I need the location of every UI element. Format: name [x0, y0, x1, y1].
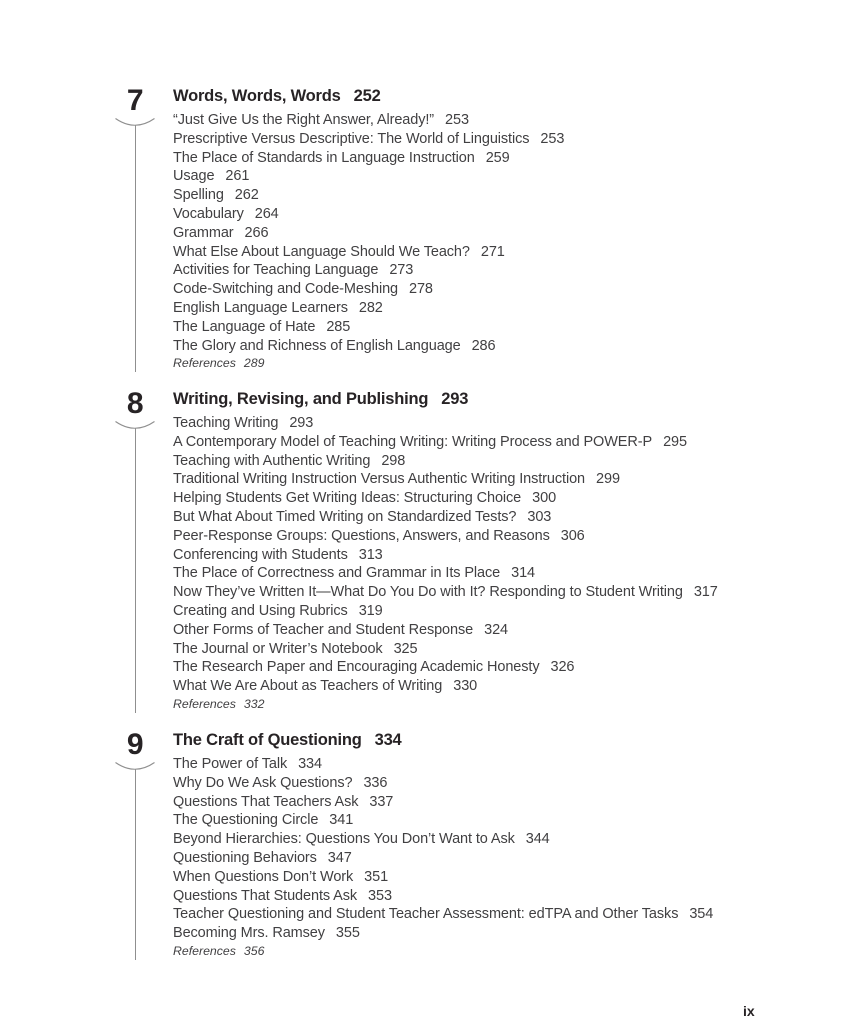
toc-entry: [173, 793, 772, 812]
entry-label: Usage: [173, 168, 215, 185]
toc-entry: [173, 830, 772, 849]
entry-label: Teaching with Authentic Writing: [173, 452, 371, 469]
toc-entry: [173, 224, 772, 243]
toc-entry: [173, 868, 772, 887]
entry-label: Prescriptive Versus Descriptive: The World of Linguistics: [173, 130, 530, 147]
entry-page-number: 334: [298, 756, 322, 772]
entry-page-number: 285: [326, 318, 351, 335]
entry-label: The Journal or Writer’s Notebook: [173, 640, 383, 657]
entry-label: “Just Give Us the Right Answer, Already!”: [173, 112, 435, 128]
entry-page-number: 273: [389, 262, 414, 279]
chapter-number: 9: [126, 728, 144, 761]
chapter-title: Words, Words, Words: [173, 87, 341, 105]
toc-entry: [173, 811, 772, 830]
entry-page-number: 347: [327, 849, 352, 866]
chapter-item-list: [173, 755, 772, 943]
entry-page-number: 259: [485, 149, 510, 166]
entry-label: Teaching Writing: [173, 415, 279, 431]
toc-entry: [173, 414, 772, 433]
toc-entry: [173, 280, 772, 299]
entry-label: Traditional Writing Instruction Versus Authentic Writing Instruction: [173, 471, 586, 488]
entry-label: The Place of Correctness and Grammar in Its Place: [173, 565, 501, 582]
toc-entry: [173, 621, 772, 640]
entry-label: But What About Timed Writing on Standardized Tests?: [173, 508, 517, 525]
entry-label: The Questioning Circle: [173, 812, 319, 829]
toc-entry: [173, 470, 772, 489]
toc-entry: [173, 337, 772, 356]
entry-page-number: 314: [511, 565, 536, 582]
entry-label: Other Forms of Teacher and Student Response: [173, 621, 474, 638]
entry-label: Questions That Students Ask: [173, 887, 358, 904]
references-row: [173, 355, 772, 372]
references-label: References: [173, 943, 236, 958]
entry-page-number: 261: [225, 168, 250, 185]
chapter-number: 8: [126, 387, 144, 420]
entry-label: Creating and Using Rubrics: [173, 602, 348, 619]
entry-label: Why Do We Ask Questions?: [173, 774, 353, 791]
entry-page-number: 286: [471, 337, 496, 354]
entry-page-number: 306: [560, 527, 585, 544]
toc-entry: [173, 640, 772, 659]
entry-label: The Language of Hate: [173, 318, 316, 335]
entry-page-number: 303: [527, 508, 552, 525]
toc-entry: [173, 261, 772, 280]
toc-entry: [173, 243, 772, 262]
references-page-number: 332: [243, 696, 265, 711]
toc-entry: [173, 658, 772, 677]
entry-page-number: 336: [363, 774, 388, 791]
toc-chapter: [112, 389, 772, 713]
toc-entry: [173, 433, 772, 452]
entry-label: Becoming Mrs. Ramsey: [173, 925, 325, 942]
chapter-number-column: [112, 389, 158, 713]
toc-entry: [173, 849, 772, 868]
references-label: References: [173, 356, 236, 371]
entry-label: Teacher Questioning and Student Teacher Assessment: edTPA and Other Tasks: [173, 906, 679, 923]
entry-label: The Research Paper and Encouraging Academic Honesty: [173, 659, 540, 676]
entry-page-number: 337: [369, 793, 394, 810]
chapter-page-number: 252: [353, 87, 381, 105]
entry-page-number: 278: [409, 281, 433, 298]
toc-entry: [173, 149, 772, 168]
references-row: [173, 696, 772, 713]
toc-entry: [173, 186, 772, 205]
entry-page-number: 324: [484, 621, 509, 638]
entry-page-number: 351: [364, 868, 389, 885]
toc-entry: [173, 677, 772, 696]
entry-page-number: 266: [244, 224, 269, 241]
chapter-number-column: [112, 86, 158, 372]
entry-label: English Language Learners: [173, 299, 348, 316]
entry-page-number: 300: [532, 490, 557, 507]
entry-label: Conferencing with Students: [173, 546, 348, 563]
chapter-title: The Craft of Questioning: [173, 731, 362, 749]
chapter-number: 7: [126, 84, 144, 117]
entry-label: The Power of Talk: [173, 756, 288, 772]
entry-page-number: 271: [480, 243, 505, 260]
references-row: [173, 943, 772, 960]
entry-label: Questioning Behaviors: [173, 849, 317, 866]
entry-page-number: 299: [596, 471, 620, 488]
chapter-entries: [173, 86, 772, 372]
entry-page-number: 295: [663, 433, 687, 450]
references-page-number: 356: [243, 943, 265, 958]
entry-label: Questions That Teachers Ask: [173, 793, 359, 810]
toc-entry: [173, 489, 772, 508]
entry-label: Spelling: [173, 187, 224, 204]
toc-entry: [173, 130, 772, 149]
entry-page-number: 330: [453, 678, 478, 695]
toc-entry: [173, 546, 772, 565]
entry-page-number: 282: [358, 299, 383, 316]
toc-entry: [173, 774, 772, 793]
toc-entry: [173, 167, 772, 186]
toc-entry: [173, 508, 772, 527]
toc-entry: [173, 205, 772, 224]
entry-page-number: 355: [335, 925, 360, 942]
entry-page-number: 317: [693, 584, 718, 601]
toc-entry: [173, 602, 772, 621]
toc-entry: [173, 299, 772, 318]
toc-entry: [173, 318, 772, 337]
entry-page-number: 298: [381, 452, 406, 469]
entry-page-number: 354: [689, 906, 714, 923]
entry-label: What Else About Language Should We Teach?: [173, 243, 470, 260]
chapter-entries: [173, 730, 772, 960]
references-page-number: 289: [243, 356, 265, 371]
entry-label: Now They’ve Written It—What Do You Do with It? Responding to Student Writing: [173, 584, 683, 601]
entry-page-number: 319: [358, 602, 383, 619]
entry-page-number: 293: [289, 415, 314, 431]
chapter-title: Writing, Revising, and Publishing: [173, 390, 429, 408]
entry-page-number: 341: [329, 812, 354, 829]
toc-entry: [173, 564, 772, 583]
chapter-title-row: [173, 389, 772, 409]
entry-page-number: 344: [525, 831, 550, 848]
entry-page-number: 262: [234, 187, 259, 204]
references-label: References: [173, 696, 236, 711]
chapter-item-list: [173, 111, 772, 355]
toc-entry: [173, 583, 772, 602]
chapter-page-number: 334: [374, 731, 402, 749]
toc-entry: [173, 887, 772, 906]
toc-entry: [173, 527, 772, 546]
entry-page-number: 326: [550, 659, 575, 676]
entry-page-number: 313: [358, 546, 383, 563]
entry-label: Helping Students Get Writing Ideas: Structuring Choice: [173, 490, 522, 507]
entry-label: The Place of Standards in Language Instruction: [173, 149, 475, 166]
entry-page-number: 264: [254, 205, 279, 222]
toc-entry: [173, 924, 772, 943]
chapter-page-number: 293: [441, 390, 469, 408]
chapter-vertical-line: [135, 428, 136, 713]
toc-entry: [173, 905, 772, 924]
entry-label: Vocabulary: [173, 205, 244, 222]
chapter-vertical-line: [135, 769, 136, 960]
entry-label: Activities for Teaching Language: [173, 262, 379, 279]
toc-chapter: [112, 86, 772, 372]
entry-label: Grammar: [173, 224, 234, 241]
chapter-number-column: [112, 730, 158, 960]
chapter-vertical-line: [135, 125, 136, 372]
entry-page-number: 253: [540, 130, 565, 147]
toc-chapter: [112, 730, 772, 960]
entry-page-number: 253: [445, 112, 469, 128]
chapter-item-list: [173, 414, 772, 696]
entry-label: What We Are About as Teachers of Writing: [173, 678, 443, 695]
page-number-folio: ix: [743, 1003, 755, 1019]
entry-label: Code-Switching and Code-Meshing: [173, 281, 398, 298]
entry-label: Peer-Response Groups: Questions, Answers, and Reasons: [173, 527, 550, 544]
entry-label: The Glory and Richness of English Language: [173, 337, 461, 354]
entry-page-number: 353: [368, 887, 392, 904]
chapter-title-row: [173, 86, 772, 106]
toc-entry: [173, 452, 772, 471]
toc-entry: [173, 755, 772, 774]
entry-label: Beyond Hierarchies: Questions You Don’t Want to Ask: [173, 831, 515, 848]
chapter-entries: [173, 389, 772, 713]
entry-label: A Contemporary Model of Teaching Writing: Writing Process and POWER-P: [173, 433, 653, 450]
chapter-title-row: [173, 730, 772, 750]
entry-label: When Questions Don’t Work: [173, 868, 354, 885]
entry-page-number: 325: [393, 640, 418, 657]
toc-entry: [173, 111, 772, 130]
